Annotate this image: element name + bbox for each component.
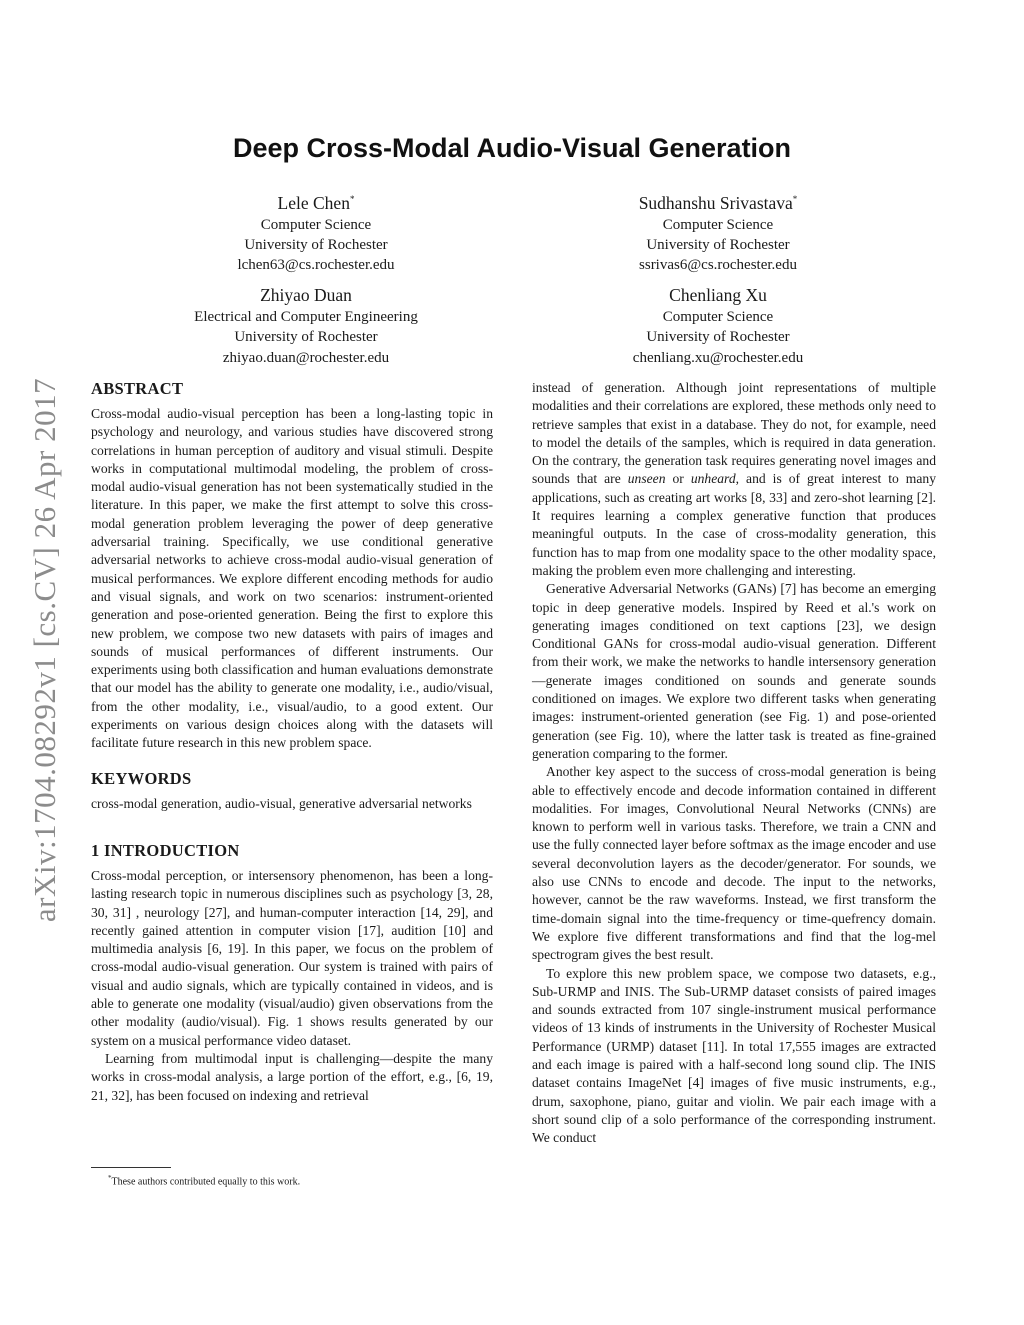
right-paragraph-4: To explore this new problem space, we compose two datasets, e.g., Sub-URMP and INIS. The Sub-URMP dataset consists of paired images and sounds extracted from 107 single-instrument musical performance videos of 13 kinds of instruments in the University of Rochester Musical Performance (URMP) dataset [11]. In total 17,555 images are extracted and each image is paired with a half-second long sound clip. The INIS dataset contains ImageNet [4] images of five music instruments, e.g., drum, saxophone, piano, guitar and violin. We pair each image with a short sound clip of a solo performance of the corresponding instrument. We conduct <box>532 965 936 1146</box>
author-block-3 <box>116 284 496 368</box>
author-block-2 <box>528 188 908 276</box>
author-name: Zhiyao Duan <box>260 285 352 305</box>
author-univ: University of Rochester <box>234 329 378 346</box>
left-column <box>91 379 493 1105</box>
author-name: Sudhanshu Srivastava* <box>638 192 798 213</box>
right-paragraph-2: Generative Adversarial Networks (GANs) [7] has become an emerging topic in deep generative models. Inspired by Reed et al.'s work on generating images conditioned on text captions [23], we design Conditional GANs for cross-modal audio-visual generation. Different from their work, we make the networks to handle intersensory generation—generate images conditioned on sounds and generate sounds conditioned on images. We explore two different tasks when generating images: instrument-oriented generation (see Fig. 1) and pose-oriented generation (see Fig. 10), where the latter task is treated as fine-grained generation comparing to the former. <box>532 581 936 761</box>
paper-title: Deep Cross-Modal Audio-Visual Generation <box>232 133 792 163</box>
author-univ: University of Rochester <box>244 237 388 254</box>
author-dept: Computer Science <box>662 309 774 325</box>
author-block-4 <box>528 284 908 368</box>
abstract-text: Cross-modal audio-visual perception has been a long-lasting topic in psychology and neurology, and various studies have discovered strong correlations in human perception of auditory and visual stimuli. Despite works in computational multimodal modeling, the problem of cross-modal audio-visual generation has not been systematically studied in the literature. In this paper, we make the first attempt to solve this cross-modal generation problem leveraging the power of deep generative adversarial training. Specifically, we use conditional generative adversarial networks to achieve cross-modal audio-visual generation of musical performances. We explore different encoding methods for audio and visual signals, and work on two scenarios: instrument-oriented generation and pose-oriented generation. Being the first to explore this new problem, we compose two new datasets with pairs of images and sounds of musical performances of different instruments. Our experiments using both classification and human evaluations demonstrate that our model has the ability to generate one modality, i.e., audio/visual, from the other modality, i.e., visual/audio, to a good extent. Our experiments on various design choices along with the datasets will facilitate future research in this new problem space. <box>91 406 493 751</box>
author-dept: Computer Science <box>662 216 774 233</box>
footnote-rule <box>91 1167 171 1168</box>
right-column <box>532 379 936 1147</box>
abstract-heading: ABSTRACT <box>91 379 184 398</box>
arxiv-stamp: arXiv:1704.08292v1 [cs.CV] 26 Apr 2017 <box>27 377 62 923</box>
right-paragraph-3: Another key aspect to the success of cross-modal generation is being able to effectively encode and decode information contained in different modalities. For images, Convolutional Neural Networks (CNNs) are known to perform well in various tasks. Therefore, we train a CNN and use the fully connected layer before softmax as the image encoder and use several deconvolution layers as the decoder/generator. For sounds, we also use CNNs to encode and decode. The input to the networks, however, cannot be the raw waveforms. Instead, we first transform the time-domain signal into the time-frequency or time-quefrency domain. We explore five different transformations and find that the log-mel spectrogram gives the best result. <box>532 764 936 963</box>
introduction-heading: 1 INTRODUCTION <box>91 840 240 860</box>
author-univ: University of Rochester <box>646 329 790 346</box>
intro-paragraph-2: Learning from multimodal input is challenging—despite the many works in cross-modal analysis, a large portion of the effort, e.g., [6, 19, 21, 32], has been focused on indexing and retrieval <box>91 1050 493 1103</box>
author-name: Chenliang Xu <box>669 285 767 305</box>
author-email: chenliang.xu@rochester.edu <box>632 349 804 366</box>
right-paragraph-1: instead of generation. Although joint representations of multiple modalities and their correlations are explored, these methods only need to retrieve samples that exist in a database. They do not, for example, need to model the details of the samples, which is required in data generation. On the contrary, the generation task requires generating novel images and sounds that are unseen or unheard, and is of great interest to many applications, such as creating art works [8, 33] and zero-shot learning [2]. It requires learning a complex generative function that produces meaningful outputs. In the case of cross-modality generation, this function has to map from one modality space to the other modality space, making the problem even more challenging and interesting. <box>532 380 936 578</box>
author-dept: Computer Science <box>260 216 372 233</box>
author-dept: Electrical and Computer Engineering <box>194 309 418 325</box>
author-block-1 <box>126 188 506 276</box>
intro-paragraph-1: Cross-modal perception, or intersensory phenomenon, has been a long-lasting research topic in numerous disciplines such as psychology [3, 28, 30, 31] , neurology [27], and human-computer interaction [14, 29], and recently gained attention in computer vision [17], audition [10] and multimedia analysis [6, 19]. In this paper, we focus on the problem of cross-modal audio-visual generation. Our system is trained with pairs of visual and audio signals, which are typically contained in videos, and is able to generate one modality (visual/audio) given observations from the other modality (audio/visual). Fig. 1 shows results generated by our system on a musical performance video dataset. <box>91 867 493 1048</box>
author-name: Lele Chen* <box>277 192 355 213</box>
keywords-heading: KEYWORDS <box>91 768 192 788</box>
author-email: zhiyao.duan@rochester.edu <box>222 349 390 366</box>
author-univ: University of Rochester <box>646 237 790 254</box>
author-email: lchen63@cs.rochester.edu <box>237 257 395 274</box>
keywords-text: cross-modal generation, audio-visual, generative adversarial networks <box>91 795 472 811</box>
author-email: ssrivas6@cs.rochester.edu <box>639 257 797 274</box>
footnote: *These authors contributed equally to this work. <box>108 1174 301 1188</box>
